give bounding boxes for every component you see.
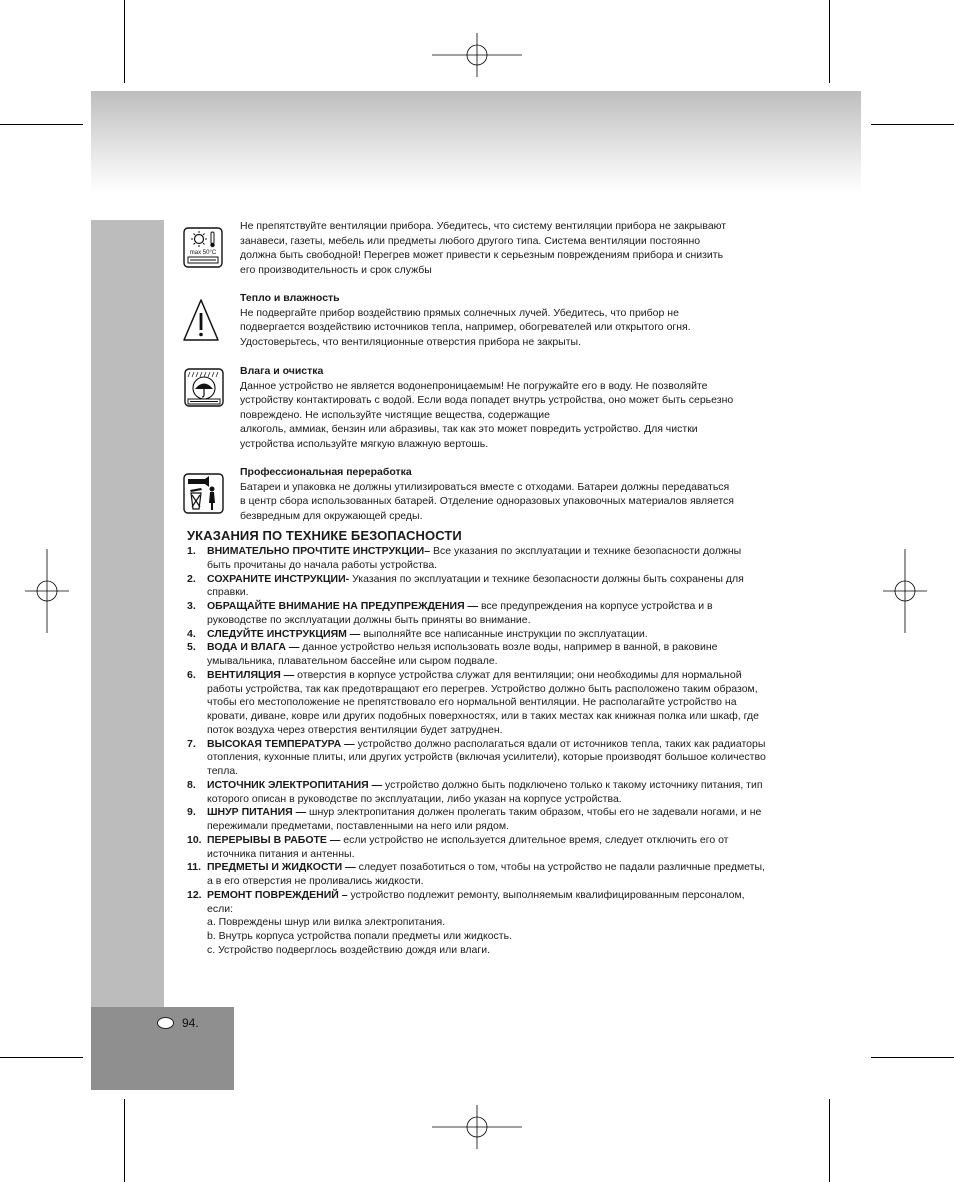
item-number: 11.	[187, 861, 202, 874]
list-item	[187, 641, 767, 669]
item-text: устройство должно располагаться вдали от источников тепла, таких как радиаторы отопления, кухонные плиты, или других устройств (включая усилители), которые производят большое количество тепла.	[207, 737, 766, 777]
item-number: 1.	[187, 545, 196, 557]
list-item	[187, 600, 767, 628]
heat-humidity-notice	[240, 291, 785, 349]
item-text: отверстия в корпусе устройства служат для вентиляции; они необходимы для нормальной работы устройства, так как предотвращают его перегрев. Устройство должно быть расположено таким образом, чтобы его местоположение не препятствовало его нормальной вентиляции. Не располагайте устройство на кровати, диване, ковре или других подобных поверхностях, или в таких местах как книжная полка или шкаф, где поток воздуха через отверстия вентиляции будет затруднен.	[207, 668, 759, 736]
item-number: 7.	[187, 737, 196, 750]
max-temp-label: max 50°C	[189, 250, 217, 256]
registration-mark-icon	[432, 1105, 522, 1149]
notice-heading: Влага и очистка	[240, 365, 324, 377]
crop-mark	[871, 1057, 954, 1058]
list-item	[187, 806, 767, 834]
page-number-text: 94.	[182, 1016, 199, 1030]
item-text: устройство подлежит ремонту, выполняемым квалифицированным персоналом, если:	[207, 888, 745, 915]
item-text: шнур электропитания должен пролегать таким образом, чтобы его не задевали ногами, и не пережимали предметами, поставленными на него или рядом.	[207, 806, 762, 832]
recycling-notice	[240, 465, 785, 523]
header-band	[91, 91, 861, 194]
list-item	[187, 834, 767, 862]
item-title: СЛЕДУЙТЕ ИНСТРУКЦИЯМ —	[207, 627, 361, 640]
notice-heading: Тепло и влажность	[240, 292, 340, 304]
crop-mark	[829, 1099, 830, 1182]
section-title: УКАЗАНИЯ ПО ТЕХНИКЕ БЕЗОПАСНОСТИ	[187, 528, 462, 543]
item-number: 2.	[187, 572, 196, 585]
registration-mark-icon	[25, 549, 69, 633]
notice-heading: Профессиональная переработка	[240, 466, 412, 478]
item-title: ИСТОЧНИК ЭЛЕКТРОПИТАНИЯ —	[207, 778, 383, 791]
page-number	[157, 1016, 199, 1030]
list-item	[187, 779, 767, 807]
item-text: если устройство не используется длительное время, следует отключить его от источника питания и антенны.	[207, 833, 729, 860]
registration-mark-icon	[432, 33, 522, 77]
item-text: все предупреждения на корпусе устройства и в руководстве по эксплуатации должны быть приняты во внимание.	[207, 600, 713, 626]
language-oval-icon	[157, 1017, 174, 1029]
item-title: ВЫСОКАЯ ТЕМПЕРАТУРА —	[207, 737, 355, 750]
umbrella-rain-icon	[184, 368, 224, 407]
item-title: ОБРАЩАЙТЕ ВНИМАНИЕ НА ПРЕДУПРЕЖДЕНИЯ —	[207, 600, 479, 612]
registration-mark-icon	[883, 549, 927, 633]
item-number: 5.	[187, 641, 196, 654]
warning-triangle-icon	[182, 298, 220, 342]
item-title: СОХРАНИТЕ ИНСТРУКЦИИ-	[207, 572, 350, 585]
item-text: выполняйте все написанные инструкции по эксплуатации.	[360, 627, 648, 640]
list-item	[187, 889, 767, 958]
item-number: 3.	[187, 600, 196, 612]
notice-body: Не подвергайте прибор воздействию прямых солнечных лучей. Убедитесь, что прибор не подвергается воздействию источников тепла, например, обогревателей или открытого огня. Удостоверьтесь, что вентиляционные отверстия прибора не закрыты.	[240, 306, 691, 348]
item-title: РЕМОНТ ПОВРЕЖДЕНИЙ –	[207, 888, 348, 901]
side-band	[91, 220, 164, 1007]
safety-list	[187, 545, 767, 958]
item-number: 10.	[187, 833, 202, 846]
crop-mark	[829, 0, 830, 83]
crop-mark	[124, 1099, 125, 1182]
item-number: 6.	[187, 668, 196, 681]
crop-mark	[124, 0, 125, 83]
item-number: 8.	[187, 778, 196, 791]
list-item	[187, 861, 767, 889]
list-item	[187, 738, 767, 779]
item-subpoints: а. Повреждены шнур или вилка электропитания. b. Внутрь корпуса устройства попали предметы или жидкость. c. Устройство подверглось воздействию дождя или влаги.	[207, 916, 512, 956]
notice-body: Не препятствуйте вентиляции прибора. Убедитесь, что систему вентиляции прибора не закрывают занавеси, газеты, мебель или предметы любого другого типа. Система вентиляции постоянно должна быть свободной! Перегрев может привести к серьезным повреждениям прибора и снизить его производительность и срок службы	[240, 220, 727, 276]
item-text: Указания по эксплуатации и технике безопасности должны быть сохранены для справки.	[207, 572, 744, 599]
item-title: ВОДА И ВЛАГА —	[207, 641, 300, 654]
list-item	[187, 628, 767, 642]
item-text: устройство должно быть подключено только к такому источнику питания, тип которого описан в руководстве по эксплуатации, либо указан на корпусе устройства.	[207, 778, 763, 805]
item-text: следует позаботиться о том, чтобы на устройство не падали различные предметы, а в его отверстия не проливались жидкости.	[207, 861, 765, 887]
crop-mark	[871, 124, 954, 125]
crop-mark	[0, 1057, 83, 1058]
notice-body: Данное устройство не является водонепроницаемым! Не погружайте его в воду. Не позволяйте устройству контактировать с водой. Если вода попадет внутрь устройства, оно может быть серьезно повреждено. Не используйте чистящие вещества, содержащие алкоголь, аммиак, бензин или абразивы, так как это может повредить устройство. Для чистки устройства используйте мягкую влажную вертошь.	[240, 379, 734, 450]
item-number: 9.	[187, 806, 196, 819]
item-text: данное устройство нельзя использовать возле воды, например в ванной, в раковине умывальника, плавательном бассейне или сыром подвале.	[207, 641, 718, 667]
list-item	[187, 669, 767, 738]
item-text: Все указания по эксплуатации и технике безопасности должны быть прочитаны до начала работы устройства.	[207, 545, 742, 571]
item-title: ПЕРЕРЫВЫ В РАБОТЕ —	[207, 833, 341, 846]
item-title: ПРЕДМЕТЫ И ЖИДКОСТИ —	[207, 861, 356, 874]
item-title: ВЕНТИЛЯЦИЯ —	[207, 668, 295, 681]
list-item	[187, 545, 767, 573]
item-number: 12.	[187, 888, 202, 901]
item-title: ШНУР ПИТАНИЯ —	[207, 806, 307, 819]
moisture-cleaning-notice	[240, 364, 785, 451]
notice-body: Батареи и упаковка не должны утилизироваться вместе с отходами. Батареи должны передаваться в центр сбора использованных батарей. Отделение одноразовых упаковочных материалов является безвредным для окружающей среды.	[240, 480, 734, 522]
item-title: ВНИМАТЕЛЬНО ПРОЧТИТЕ ИНСТРУКЦИИ–	[207, 545, 431, 557]
ventilation-notice	[240, 219, 785, 277]
item-number: 4.	[187, 627, 196, 640]
recycling-bin-icon	[183, 473, 224, 514]
list-item	[187, 573, 767, 601]
ventilation-temperature-icon	[183, 227, 223, 268]
crop-mark	[0, 124, 83, 125]
